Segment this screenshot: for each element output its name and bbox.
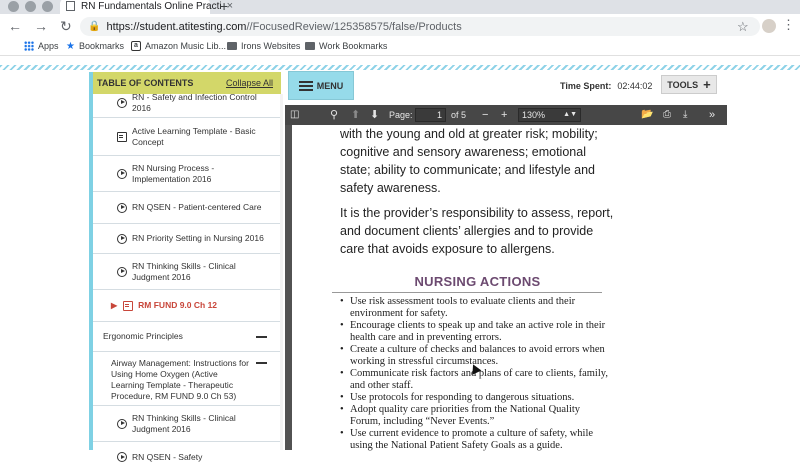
profile-avatar[interactable] [762,19,776,33]
new-tab-button[interactable]: + [220,0,229,14]
toc-item-label: RN QSEN - Safety [132,451,203,462]
bookmark-label: Apps [38,41,59,51]
page-content [0,57,800,462]
menu-button[interactable] [288,71,354,100]
pdf-page [292,125,727,450]
time-spent-value: 02:44:02 [617,81,653,91]
bookmark-bookmarks[interactable] [66,41,124,51]
collapse-all-link[interactable]: Collapse All [225,78,273,88]
more-tools-icon[interactable]: » [709,109,716,121]
list-item: • Adopt quality care priorities from the National Quality Forum, including “Never Events.” [340,404,608,428]
page-icon [66,1,75,11]
bookmarks-bar [0,38,800,56]
list-item: • Encourage clients to speak up and take an active role in their health care and in preventing errors. [340,320,608,344]
play-circle-icon [117,452,127,462]
menu-label: MENU [316,80,344,91]
sidebar-toggle-icon[interactable]: ◫ [290,109,300,120]
toc-section-label: Airway Management: Instructions for Using Home Oxygen (Active Learning Template - Therapeutic Procedure, RM FUND 9.0 Ch 53) [111,358,249,401]
toc-item-label: RN Thinking Skills - Clinical Judgment 2016 [132,412,236,434]
play-circle-icon [117,169,127,179]
search-icon[interactable]: ⚲ [330,109,339,121]
bookmark-work[interactable] [305,41,387,51]
tab-title: RN Fundamentals Online Practi [81,0,222,12]
document-icon [117,132,127,142]
toc-item-qsen-safety[interactable] [93,442,281,472]
bookmark-apps[interactable] [24,41,59,51]
reload-button[interactable]: ↻ [60,18,72,34]
tools-label: TOOLS [667,79,699,90]
apps-grid-icon [24,41,34,51]
zoom-select[interactable] [518,108,581,122]
toc-title: TABLE OF CONTENTS [97,78,194,88]
address-bar[interactable] [80,17,760,36]
page-label: Page: [389,110,413,120]
plus-icon: + [703,77,711,92]
list-item: • Use protocols for responding to dangerous situations. [340,392,608,404]
bookmark-label: Irons Websites [241,41,301,51]
play-circle-icon [117,419,127,429]
nursing-actions-heading: NURSING ACTIONS [414,274,541,289]
toc-item-label: RN QSEN - Patient-centered Care [132,202,262,212]
url-path: //FocusedReview/125358575/false/Products [246,20,462,33]
bookmark-irons-websites[interactable] [227,41,300,51]
toc-item-active-learning-template[interactable] [93,118,281,156]
bookmark-amazon-music[interactable] [131,41,226,51]
folder-icon [227,42,237,50]
open-file-icon[interactable]: 📂 [641,109,654,120]
heading-divider [332,292,602,293]
toc-section-airway-management[interactable] [93,352,281,406]
page-number-input[interactable]: 1 [415,108,446,122]
play-circle-icon [117,267,127,277]
toc-section-label: Ergonomic Principles [103,331,183,341]
list-item: • Create a culture of checks and balances to avoid errors when working in stressful circumstances. [340,344,608,368]
bookmark-label: Amazon Music Lib... [145,41,227,51]
play-circle-icon [117,203,127,213]
star-icon: ★ [66,41,75,52]
lock-icon[interactable]: 🔒 [88,21,101,32]
decorative-stripe [0,65,800,70]
next-page-icon[interactable]: ⬇ [370,109,380,121]
pdf-paragraph-2: It is the provider’s responsibility to assess, report, and document clients’ allergies and to provide care that avoids exposure to allergens. [340,206,614,256]
browser-tab[interactable] [60,0,234,14]
hamburger-icon [299,81,313,91]
forward-button[interactable]: → [34,18,48,34]
tools-button[interactable] [661,75,717,94]
toc-item-label: RM FUND 9.0 Ch 12 [138,300,218,310]
list-item: • Communicate risk factors and plans of care to clients, family, and other staff. [340,368,608,392]
maximize-window-icon[interactable] [42,1,53,12]
bookmark-label: Work Bookmarks [319,41,388,51]
url-host: https://student.atitesting.com [106,20,247,33]
play-circle-icon [117,98,127,108]
back-button[interactable]: ← [8,18,22,34]
previous-page-icon[interactable]: ⬆ [351,109,361,121]
table-of-contents-panel [89,72,281,462]
pdf-paragraph-1: with the young and old at greater risk; mobility; cognitive and sensory awareness; emotional state; ability to communicate; and lifestyle and safety awareness. [340,127,598,195]
toc-item-label: RN Thinking Skills - Clinical Judgment 2016 [132,260,236,282]
toc-item-label: Active Learning Template - Basic Concept [132,125,256,147]
time-spent [560,81,652,91]
bookmark-label: Bookmarks [78,41,124,51]
pdf-viewer[interactable] [285,125,727,450]
toc-item-label: RN - Safety and Infection Control 2016 [132,91,257,113]
toc-item-label: RN Nursing Process - Implementation 2016 [132,162,215,184]
browser-toolbar [0,14,800,38]
minus-icon[interactable] [256,362,267,364]
tab-close-icon[interactable]: × [226,0,234,12]
bookmark-star-icon[interactable]: ☆ [737,19,749,34]
close-window-icon[interactable] [8,1,19,12]
document-icon [123,301,133,311]
toc-item-label: RN Priority Setting in Nursing 2016 [132,233,264,243]
list-item: • Use risk assessment tools to evaluate clients and their environment for safety. [340,296,608,320]
toc-item-nursing-process[interactable] [93,156,281,192]
zoom-out-button[interactable]: − [482,109,489,121]
toc-item-qsen-patient-centered[interactable] [93,192,281,224]
zoom-in-button[interactable]: + [501,109,508,121]
time-spent-label: Time Spent: [560,81,612,91]
minimize-window-icon[interactable] [25,1,36,12]
toc-item-rm-fund-ch12[interactable] [93,290,281,322]
play-circle-icon [117,234,127,244]
chevron-down-icon: ▲▼ [563,111,577,118]
toc-section-ergonomic-principles[interactable] [93,322,281,352]
zoom-value: 130% [522,110,546,120]
browser-menu-icon[interactable]: ⋮ [782,17,795,32]
download-icon[interactable]: ⤓ [683,109,688,120]
toc-item-thinking-skills-2[interactable] [93,406,281,442]
pdf-toolbar [285,105,727,125]
toc-item-safety-infection-control[interactable] [93,88,281,118]
nursing-actions-list [340,296,608,452]
print-icon[interactable]: ⎙ [663,109,671,120]
toc-item-priority-setting[interactable] [93,224,281,254]
amazon-icon: a [131,41,141,51]
browser-tab-bar [0,0,800,14]
toc-scrollbar[interactable] [280,94,283,450]
page-total: of 5 [451,110,467,120]
minus-icon[interactable] [256,336,267,338]
caret-right-icon: ▶ [111,301,118,310]
toc-item-thinking-skills[interactable] [93,254,281,290]
folder-icon [305,42,315,50]
list-item: • Use current evidence to promote a culture of safety, while using the National Patient Safety Goals as a guide. [340,428,608,452]
